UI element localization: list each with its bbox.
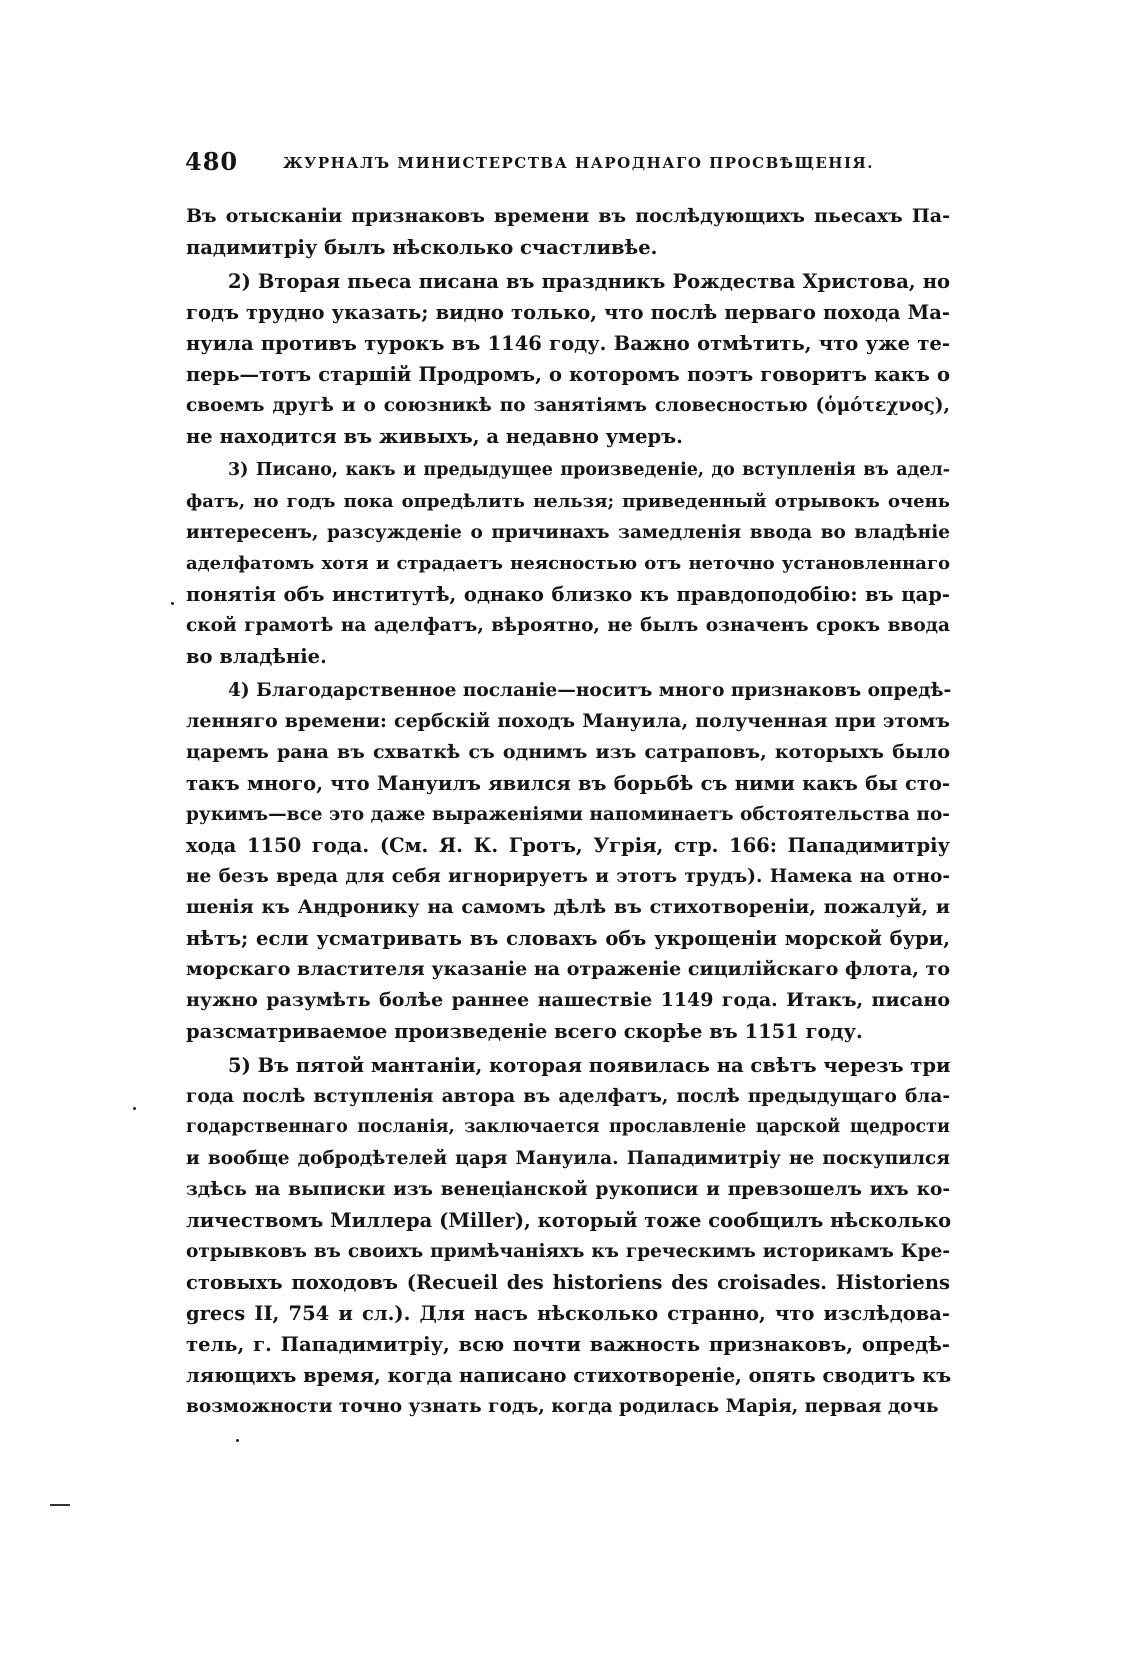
text-line: фатъ, но годъ пока опредѣлить нельзя; приведенный отрывокъ очень <box>186 491 950 512</box>
paragraph <box>186 266 950 452</box>
text-line: своемъ другѣ и о союзникѣ по занятіямъ словесностью (ὁμότεχνος), <box>186 395 950 416</box>
text-line: года послѣ вступленія автора въ аделфатъ, послѣ предыдущаго бла- <box>186 1086 950 1107</box>
text-line: не находится въ живыхъ, а недавно умеръ. <box>186 425 683 448</box>
text-line: 3) Писано, какъ и предыдущее произведеніе, до вступленія въ адел- <box>228 460 950 480</box>
text-line: отрывковъ въ своихъ примѣчаніяхъ къ греческимъ историкамъ Кре- <box>186 1241 950 1262</box>
text-line: морскаго властителя указаніе на отраженіе сицилійскаго флота, то <box>186 958 950 980</box>
text-line: аделфатомъ хотя и страдаетъ неясностью отъ неточно установленнаго <box>186 553 950 574</box>
paragraph <box>186 201 950 263</box>
margin-dot <box>133 1107 136 1110</box>
paragraph <box>186 455 950 672</box>
text-line: grecs II, 754 и сл.). Для насъ нѣсколько странно, что изслѣдова- <box>186 1302 950 1325</box>
text-line: 4) Благодарственное посланіе—носитъ много признаковъ опредѣ- <box>228 680 952 701</box>
margin-dot <box>171 602 174 605</box>
text-line: во владѣніе. <box>186 645 327 668</box>
text-line: нуила противъ турокъ въ 1146 году. Важно отмѣтить, что уже те- <box>186 332 950 355</box>
text-line: царемъ рана въ схваткѣ съ однимъ изъ сатраповъ, которыхъ было <box>186 741 950 763</box>
text-line: и вообще добродѣтелей царя Мануила. Пападимитріу не поскупился <box>186 1148 950 1169</box>
text-line: падимитріу былъ нѣсколько счастливѣе. <box>186 236 658 259</box>
paragraph <box>186 675 950 1047</box>
text-line: ленняго времени: сербскій походъ Мануила, полученная при этомъ <box>186 710 950 732</box>
text-line: шенія къ Андронику на самомъ дѣлѣ въ стихотвореніи, пожалуй, и <box>186 896 950 918</box>
text-line: годъ трудно указать; видно только, что послѣ перваго похода Ма- <box>186 301 950 324</box>
body-text <box>186 201 950 1422</box>
page-number: 480 <box>185 147 239 176</box>
text-line: интересенъ, разсужденіе о причинахъ замедленія ввода во владѣніе <box>186 522 950 543</box>
running-title: ЖУРНАЛЪ МИНИСТЕРСТВА НАРОДНАГО ПРОСВѢЩЕНІЯ. <box>283 154 874 172</box>
text-line: рукимъ—все это даже выраженіями напоминаетъ обстоятельства по- <box>186 804 950 825</box>
text-line: хода 1150 года. (См. Я. К. Гротъ, Угрія, стр. 166: Пападимитріу <box>186 834 950 857</box>
margin-dot <box>236 1439 239 1442</box>
text-line: такъ много, что Мануилъ явился въ борьбѣ съ ними какъ бы сто- <box>186 772 950 795</box>
text-line: личествомъ Миллера (Miller), который тоже сообщилъ нѣсколько <box>186 1209 952 1232</box>
text-line: Въ отысканіи признаковъ времени въ послѣдующихъ пьесахъ Па- <box>186 205 950 227</box>
text-line: нѣтъ; если усматривать въ словахъ объ укрощеніи морской бури, <box>186 927 950 950</box>
paragraph <box>186 1050 950 1422</box>
page-header <box>185 146 935 178</box>
text-line: разсматриваемое произведеніе всего скорѣе въ 1151 году. <box>186 1020 863 1043</box>
text-line: понятія объ институтѣ, однако близко къ правдоподобію: въ цар- <box>186 583 950 606</box>
text-line: не безъ вреда для себя игнорируетъ и этотъ трудъ). Намека на отно- <box>186 866 950 887</box>
text-line: перь—тотъ старшій Продромъ, о которомъ поэтъ говоритъ какъ о <box>186 363 950 386</box>
text-line: тель, г. Пападимитріу, всю почти важность признаковъ, опредѣ- <box>186 1333 950 1356</box>
text-line: ской грамотѣ на аделфатъ, вѣроятно, не былъ означенъ срокъ ввода <box>186 615 950 636</box>
text-line: нужно разумѣть болѣе раннее нашествіе 1149 года. Итакъ, писано <box>186 989 950 1011</box>
text-line: 2) Вторая пьеса писана въ праздникъ Рождества Христова, но <box>228 270 950 293</box>
text-line: стовыхъ походовъ (Recueil des historiens des croisades. Historiens <box>186 1271 950 1294</box>
text-line: 5) Въ пятой мантаніи, которая появилась на свѣтъ черезъ три <box>228 1054 951 1077</box>
text-line: здѣсь на выписки изъ венеціанской рукописи и превзошелъ ихъ ко- <box>186 1179 950 1200</box>
scan-mark <box>50 1504 70 1506</box>
text-line: возможности точно узнать годъ, когда родилась Марія, первая дочь <box>186 1396 939 1417</box>
text-line: годарственнаго посланія, заключается прославленіе царской щедрости <box>186 1117 950 1137</box>
text-line: ляющихъ время, когда написано стихотвореніе, опять сводитъ къ <box>186 1364 952 1387</box>
